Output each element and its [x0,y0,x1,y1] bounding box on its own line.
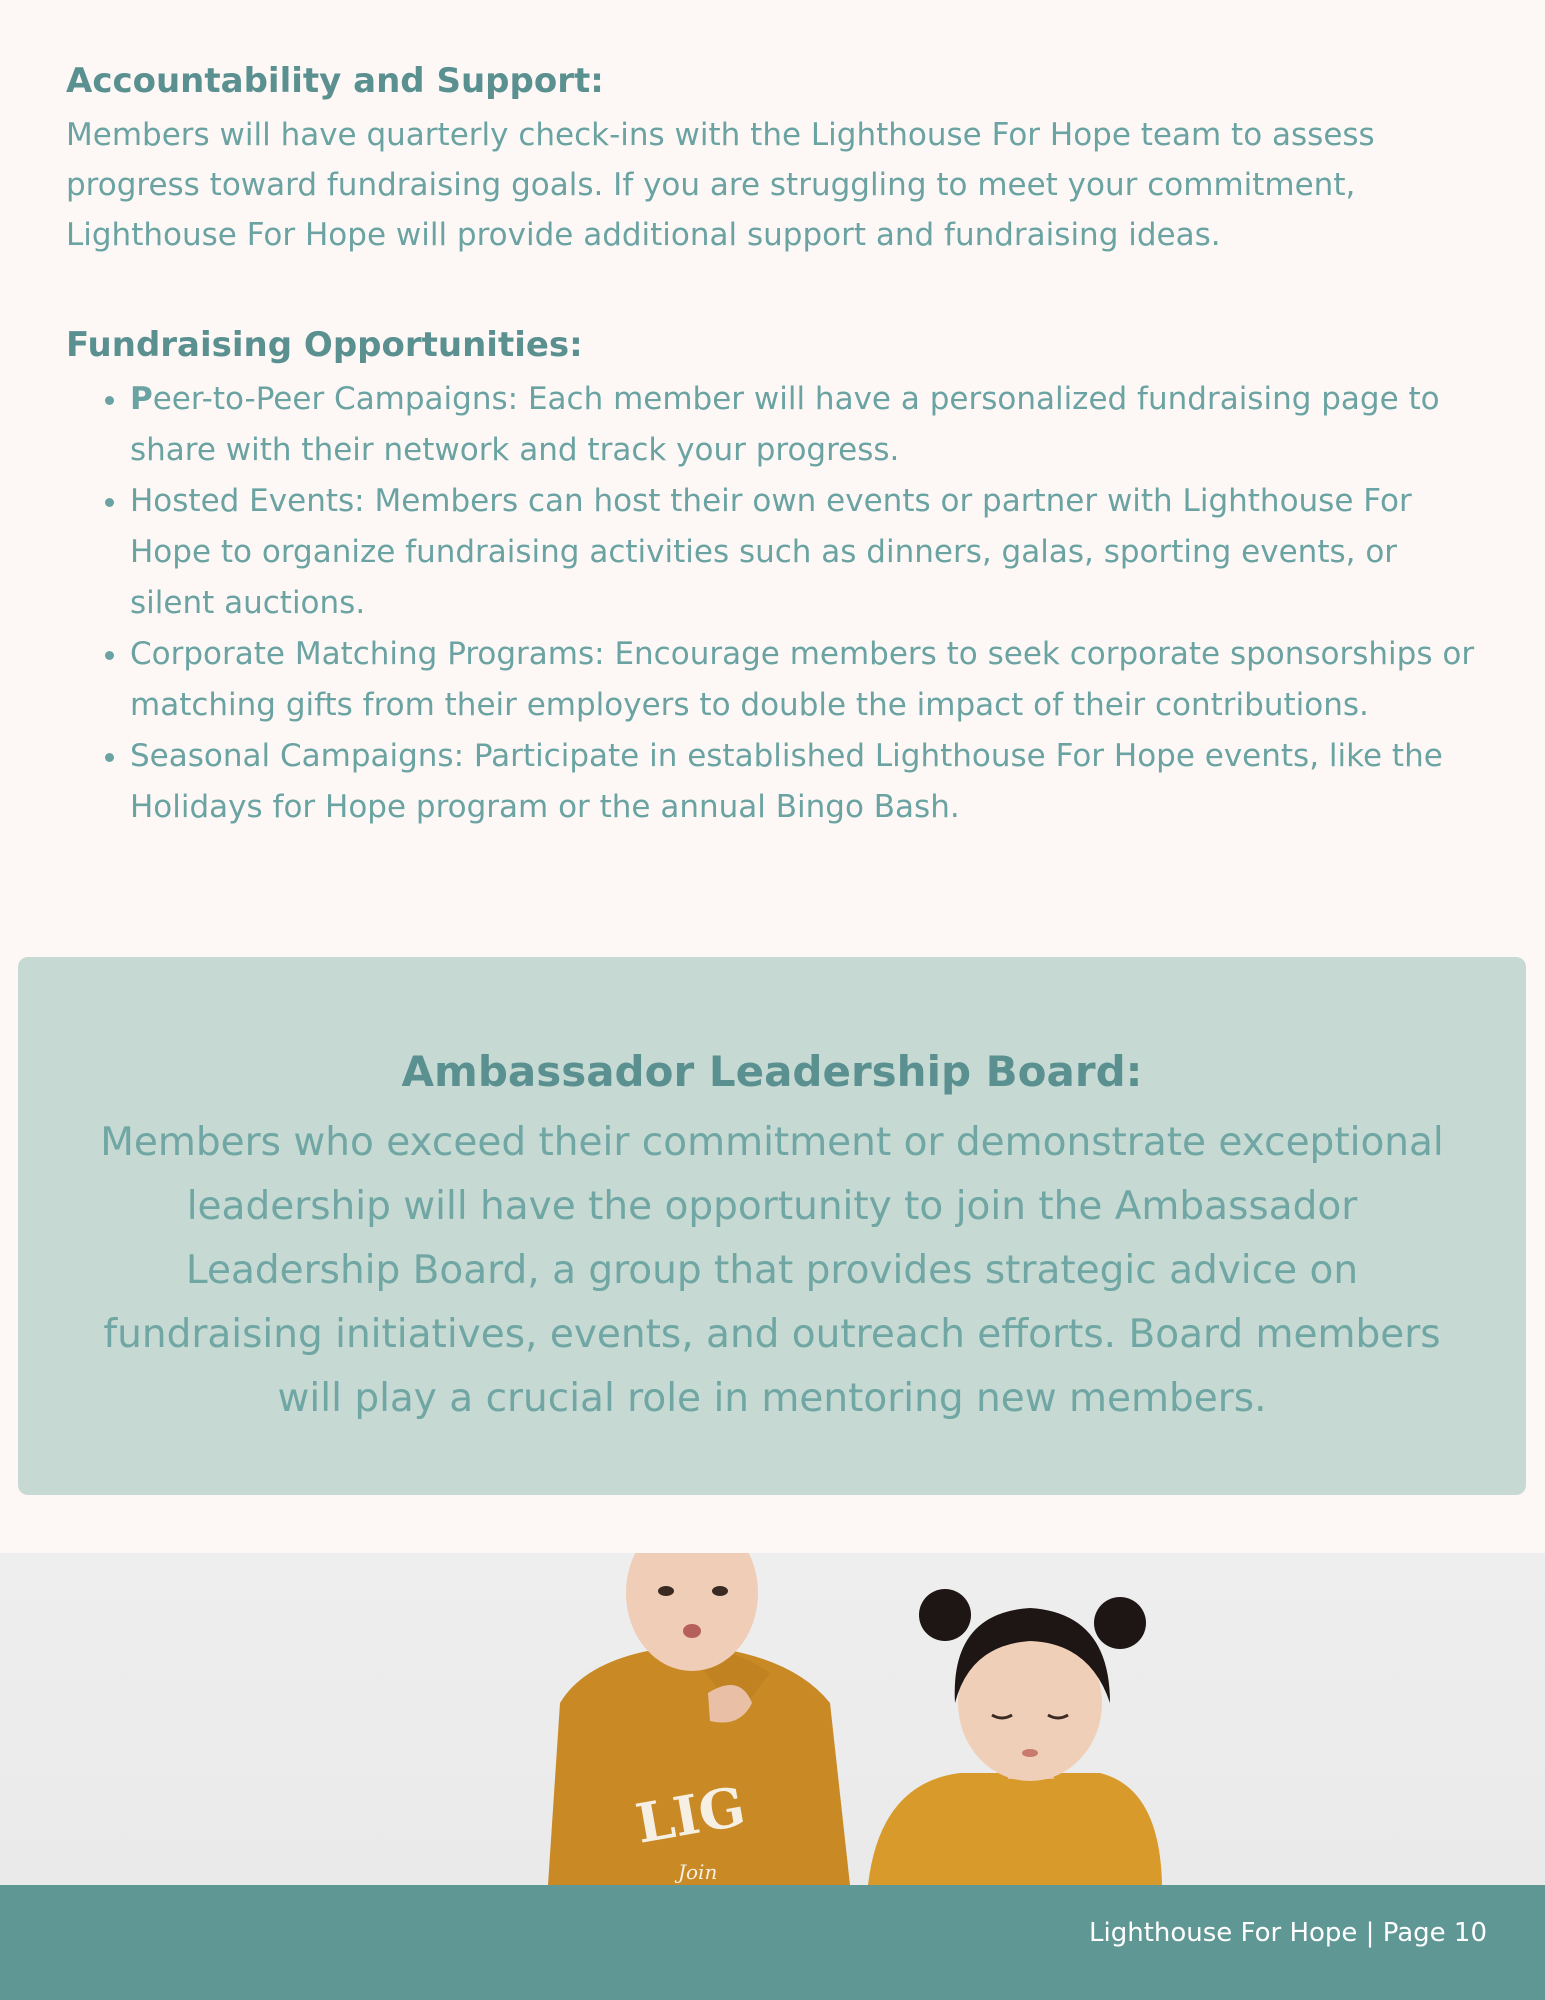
fundraising-section [66,322,1479,833]
list-item-lead: P [130,381,153,417]
fundraising-list [66,374,1479,833]
footer-text: Lighthouse For Hope | Page 10 [1089,1918,1487,1948]
page-footer [0,1885,1545,2000]
left-child [548,1553,850,1885]
list-item [130,476,1479,629]
list-item-text: Hosted Events: Members can host their own events or partner with Lighthouse For Hope to organize fundraising activities such as dinners, galas, sporting events, or silent auctions. [130,483,1412,621]
shirt-text: LIG [631,1773,750,1856]
accountability-body: Members will have quarterly check-ins with the Lighthouse For Hope team to assess progress toward fundraising goals. If you are struggling to meet your commitment, Lighthouse For Hope will provide additional support and fundraising ideas. [66,117,1375,253]
list-item [130,374,1479,476]
accountability-heading: Accountability and Support: [66,61,604,101]
fundraising-heading: Fundraising Opportunities: [66,325,583,365]
list-item [130,629,1479,731]
right-child [868,1589,1162,1885]
accountability-section [66,58,1479,260]
list-item [130,731,1479,833]
board-body: Members who exceed their commitment or demonstrate exceptional leadership will have the opportunity to join the Ambassador Leadership Board, a group that provides strategic advice on fundraising initiatives, events, and outreach efforts. Board members will play a crucial role in mentoring new members. [100,1120,1444,1421]
ambassador-board-box [18,957,1526,1495]
list-item-text: Corporate Matching Programs: Encourage members to seek corporate sponsorships or matching gifts from their employers to double the impact of their contributions. [130,636,1475,723]
children-illustration [0,1553,1545,1885]
board-heading: Ambassador Leadership Board: [401,1047,1143,1096]
shirt-text-small: Join [678,1860,718,1884]
list-item-text: eer-to-Peer Campaigns: Each member will have a personalized fundraising page to share with their network and track your progress. [130,381,1440,468]
children-photo [0,1553,1545,1885]
list-item-text: Seasonal Campaigns: Participate in established Lighthouse For Hope events, like the Holidays for Hope program or the annual Bingo Bash. [130,738,1443,825]
